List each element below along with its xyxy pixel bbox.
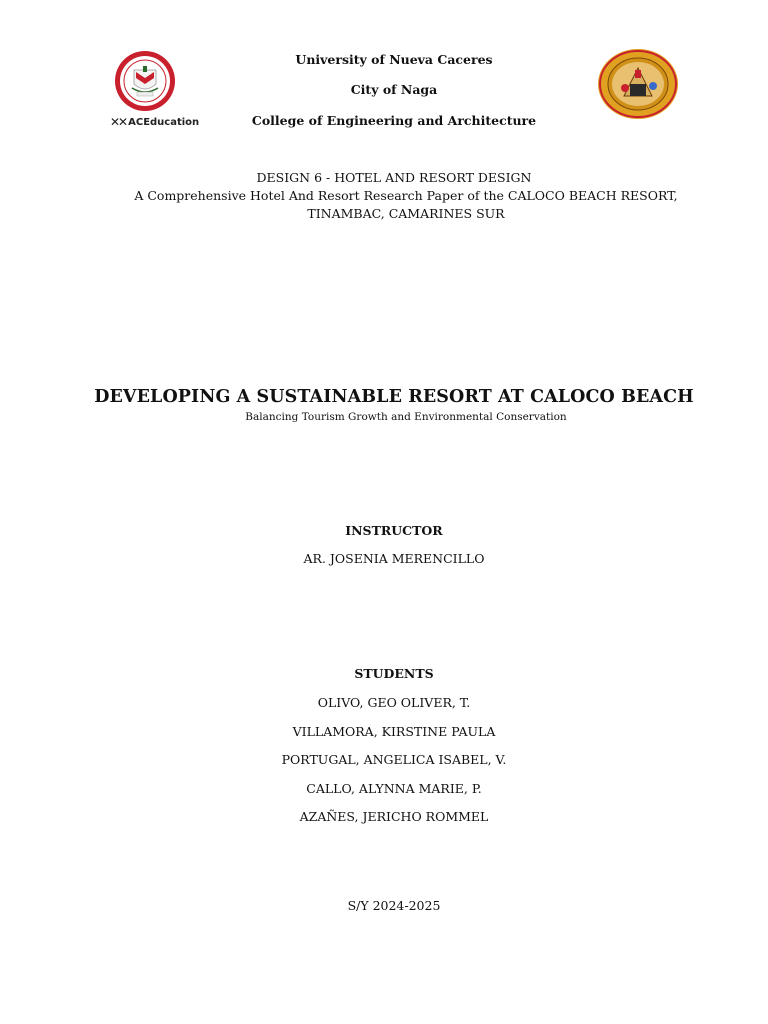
student-name: CALLO, ALYNNA MARIE, P. bbox=[306, 781, 482, 796]
page-subtitle: Balancing Tourism Growth and Environmental Conservation bbox=[245, 411, 567, 423]
paper-description: A Comprehensive Hotel And Resort Research Paper of the CALOCO BEACH RESORT, bbox=[134, 188, 678, 203]
ac-logo-mark-icon: ✕✕ bbox=[110, 115, 127, 129]
paper-location: TINAMBAC, CAMARINES SUR bbox=[307, 206, 505, 221]
page-title: DEVELOPING A SUSTAINABLE RESORT AT CALOCO BEACH bbox=[94, 387, 694, 407]
student-name: OLIVO, GEO OLIVER, T. bbox=[317, 695, 471, 710]
city-name: City of Naga bbox=[350, 82, 438, 97]
student-name: VILLAMORA, KIRSTINE PAULA bbox=[292, 724, 496, 739]
instructor-name: AR. JOSENIA MERENCILLO bbox=[303, 551, 485, 566]
college-name: College of Engineering and Architecture bbox=[251, 113, 537, 128]
instructor-label: INSTRUCTOR bbox=[345, 523, 443, 538]
students-label: STUDENTS bbox=[354, 666, 434, 681]
ac-education-text: ACEducation bbox=[128, 116, 200, 128]
student-name: AZAÑES, JERICHO ROMMEL bbox=[299, 809, 489, 824]
school-year: S/Y 2024-2025 bbox=[347, 898, 441, 913]
university-name: University of Nueva Caceres bbox=[295, 52, 493, 67]
student-name: PORTUGAL, ANGELICA ISABEL, V. bbox=[281, 752, 507, 767]
course-title: DESIGN 6 - HOTEL AND RESORT DESIGN bbox=[256, 170, 532, 185]
